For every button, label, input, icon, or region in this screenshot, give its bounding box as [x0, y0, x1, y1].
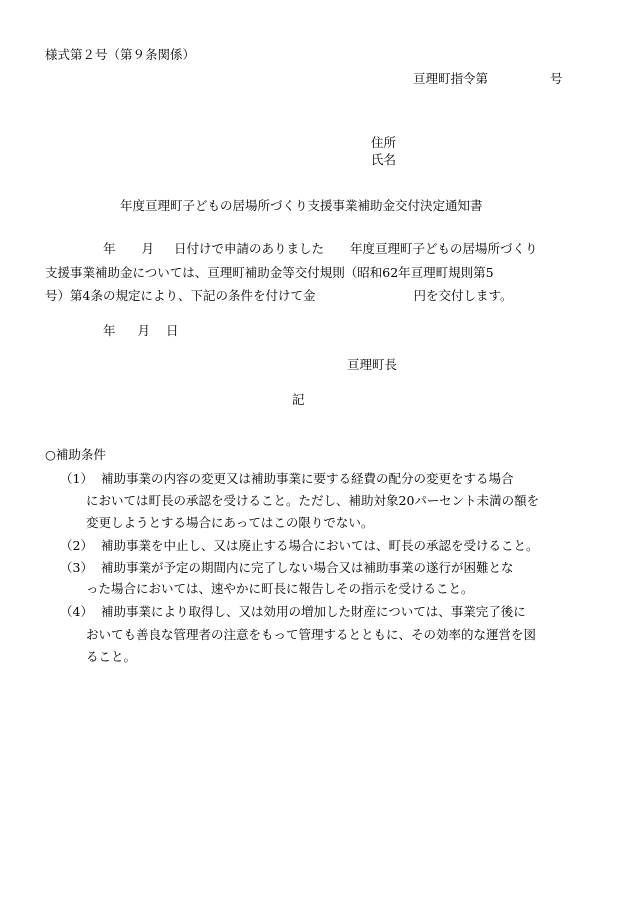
body-line-2: 支援事業補助金については、亘理町補助金等交付規則（昭和62年亘理町規則第5	[45, 265, 494, 280]
condition-item-3	[60, 559, 513, 576]
conditions-heading: ○補助条件	[45, 447, 106, 462]
condition-line: 変更しようとする場合にあってはこの限りでない。	[86, 515, 374, 530]
condition-line: おいても善良な管理者の注意をもって管理するとともに、その効率的な運営を図	[86, 627, 537, 642]
document-title: 年度亘理町子どもの居場所づくり支援事業補助金交付決定通知書	[120, 198, 483, 213]
condition-item-1	[60, 470, 513, 487]
condition-line: 補助事業を中止し、又は廃止する場合においては、町長の承認を受けること。	[100, 538, 539, 553]
issuer-name: 亘理町長	[347, 357, 398, 372]
condition-line: った場合においては、速やかに町長に報告しその指示を受けること。	[86, 581, 474, 596]
condition-number: （3）	[60, 560, 93, 575]
body-year: 年	[103, 241, 116, 256]
address-label: 住所	[371, 135, 397, 150]
condition-number: （4）	[60, 604, 93, 619]
condition-number: （2）	[60, 538, 93, 553]
form-number: 様式第２号（第９条関係）	[45, 47, 196, 62]
body-line1-tail: 年度亘理町子どもの居場所づくり	[350, 241, 538, 256]
condition-line: 補助事業の内容の変更又は補助事業に要する経費の配分の変更をする場合	[100, 471, 514, 486]
condition-line: ること。	[86, 649, 137, 664]
body-line3-tail: 円を交付します。	[413, 288, 513, 303]
condition-line: 補助事業が予定の期間内に完了しない場合又は補助事業の遂行が困難とな	[100, 560, 514, 575]
condition-number: （1）	[60, 471, 93, 486]
ki-heading: 記	[292, 392, 305, 407]
condition-item-4	[60, 603, 526, 620]
body-line-1	[45, 240, 538, 257]
issue-suffix: 号	[550, 71, 563, 86]
date-month: 月	[137, 323, 151, 338]
body-month: 月	[141, 241, 155, 256]
date-day: 日	[166, 323, 179, 338]
body-line1-rest: 日付けで申請のありました	[174, 241, 325, 256]
body-line-3	[45, 287, 512, 304]
date-line	[103, 322, 179, 339]
condition-line: においては町長の承認を受けること。ただし、補助対象20パーセント未満の額を	[86, 493, 540, 508]
issue-number	[413, 70, 563, 87]
date-year: 年	[103, 323, 116, 338]
body-line3-head: 号）第4条の規定により、下記の条件を付けて金	[45, 288, 316, 303]
condition-line: 補助事業により取得し、又は効用の増加した財産については、事業完了後に	[100, 604, 526, 619]
name-label: 氏名	[371, 152, 397, 167]
condition-item-2	[60, 537, 538, 554]
issue-prefix: 亘理町指令第	[413, 71, 489, 86]
